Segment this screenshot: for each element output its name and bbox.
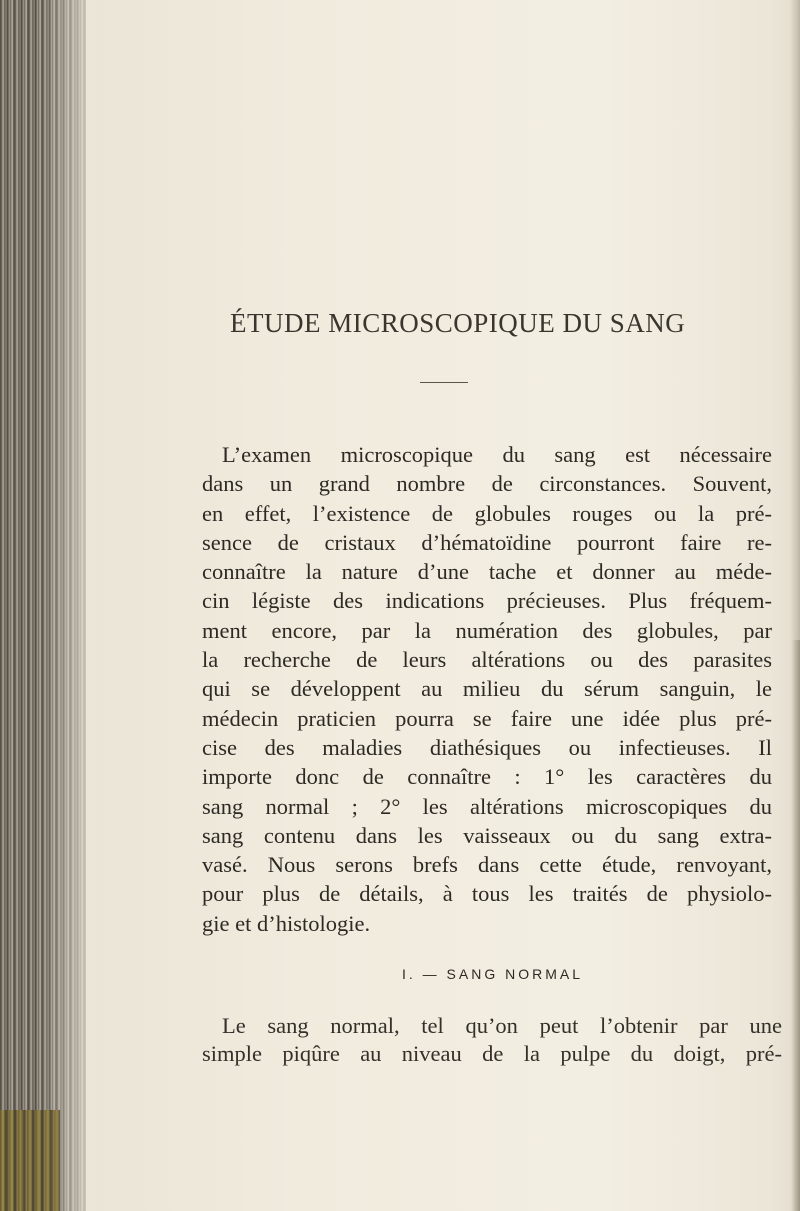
page-content: [185, 0, 785, 1211]
gutter-bottom-stain: [0, 1110, 60, 1211]
text-line: importe donc de connaître : 1° les caractères du: [202, 764, 772, 790]
body-paragraph-1: [202, 440, 772, 938]
text-line: la recherche de leurs altérations ou des parasites: [202, 647, 772, 673]
body-paragraph-2: [202, 1012, 782, 1068]
text-line: gie et d’histologie.: [202, 910, 371, 936]
text-line: vasé. Nous serons brefs dans cette étude, renvoyant,: [202, 852, 772, 878]
text-line: sang contenu dans les vaisseaux ou du sang extra-: [202, 822, 772, 848]
page-title: ÉTUDE MICROSCOPIQUE DU SANG: [230, 308, 686, 338]
section-heading: I. — SANG NORMAL: [402, 966, 584, 982]
text-line: connaître la nature d’une tache et donner au méde-: [202, 559, 772, 585]
text-line: médecin praticien pourra se faire une idée plus pré-: [202, 705, 772, 731]
text-line: pour plus de détails, à tous les traités de physiolo-: [202, 881, 772, 907]
text-line: en effet, l’existence de globules rouges ou la pré-: [202, 500, 772, 526]
text-line: ment encore, par la numération des globules, par: [202, 617, 772, 643]
text-line: dans un grand nombre de circonstances. Souvent,: [202, 471, 772, 497]
text-line: cise des maladies diathésiques ou infectieuses. Il: [202, 734, 772, 760]
text-line: simple piqûre au niveau de la pulpe du doigt, pré-: [202, 1041, 782, 1066]
text-line: sang normal ; 2° les altérations microscopiques du: [202, 793, 772, 819]
text-line: sence de cristaux d’hématoïdine pourront faire re-: [202, 529, 772, 555]
gutter-shadow: [40, 0, 100, 1211]
page-right-edge-shadow: [792, 640, 800, 1211]
title-rule-divider: [420, 382, 468, 383]
text-line: L’examen microscopique du sang est nécessaire: [222, 442, 772, 467]
text-line: qui se développent au milieu du sérum sanguin, le: [202, 676, 772, 702]
text-line: cin légiste des indications précieuses. Plus fréquem-: [202, 588, 772, 614]
text-line: Le sang normal, tel qu’on peut l’obtenir par une: [222, 1013, 782, 1038]
